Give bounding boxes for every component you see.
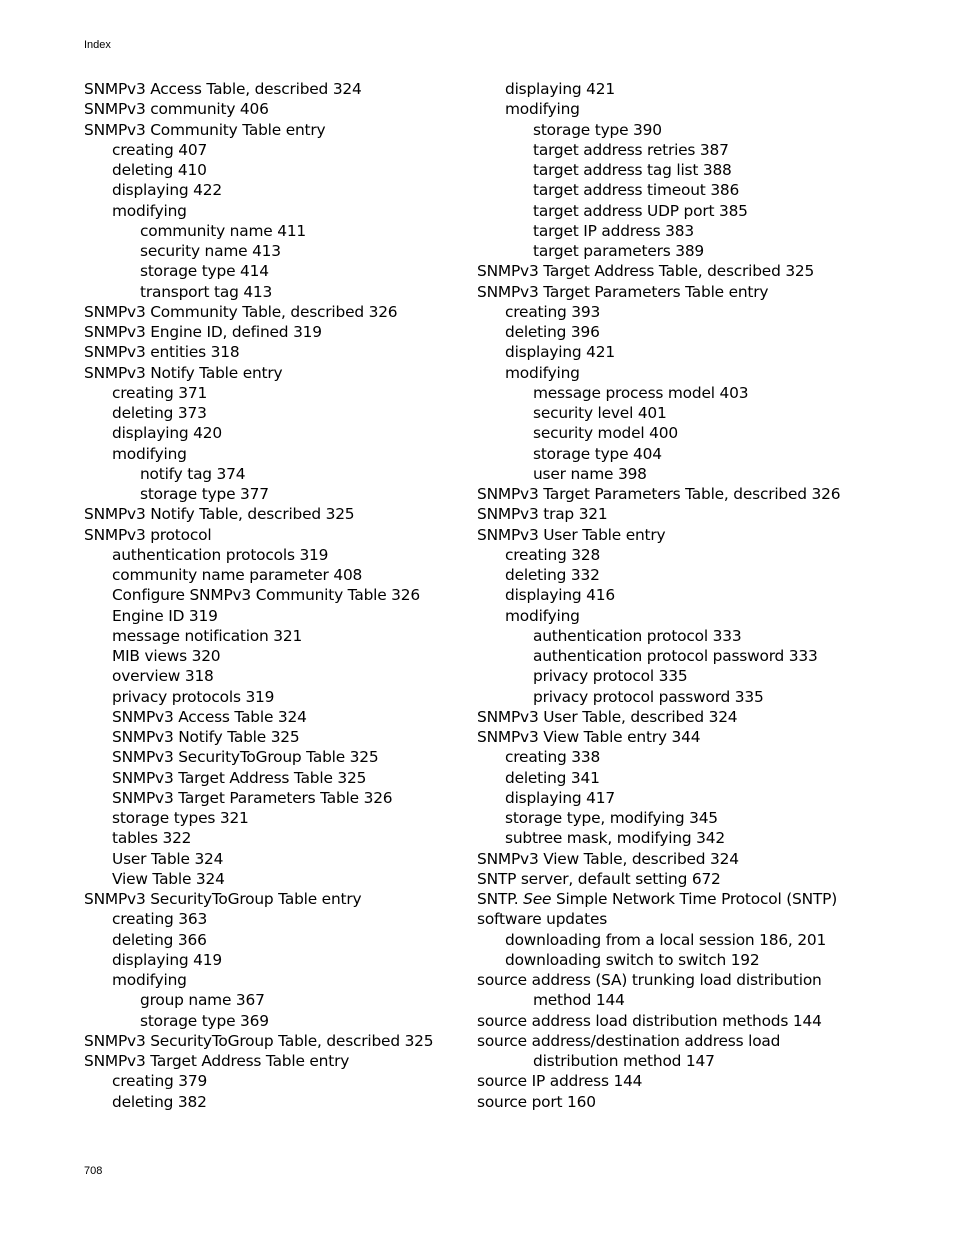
index-entry: source port 160: [477, 1092, 596, 1111]
index-entry: SNMPv3 Target Address Table 325: [112, 768, 367, 787]
index-entry: storage types 321: [112, 809, 249, 827]
index-entry: SNMPv3 Community Table entry: [84, 120, 326, 139]
index-entry: SNMPv3 Notify Table 325: [112, 728, 300, 746]
index-entry: user name 398: [533, 464, 647, 483]
index-entry: target address timeout 386: [533, 181, 740, 200]
index-entry: SNMPv3 trap 321: [477, 505, 608, 524]
index-entry: SNMPv3 User Table entry: [477, 525, 666, 544]
index-entry: software updates: [477, 910, 608, 929]
index-entry: modifying: [505, 363, 580, 382]
index-entry: SNMPv3 Target Parameters Table, described 326: [477, 485, 841, 503]
index-entry: group name 367: [140, 991, 265, 1010]
index-entry: creating 379: [112, 1072, 208, 1091]
index-entry: SNMPv3 User Table, described 324: [477, 707, 738, 726]
index-entry: creating 407: [112, 140, 208, 159]
index-entry: creating 393: [505, 302, 601, 321]
index-entry: deleting 410: [112, 161, 207, 179]
index-entry: subtree mask, modifying 342: [505, 829, 725, 848]
index-entry: SNMPv3 Target Parameters Table entry: [477, 282, 769, 301]
index-entry: source address/destination address load: [477, 1031, 781, 1050]
index-entry-target: Simple Network Time Protocol (SNTP): [551, 890, 837, 908]
index-entry: SNMPv3 Notify Table entry: [84, 363, 283, 382]
index-entry: displaying 422: [112, 181, 222, 200]
index-entry: SNTP server, default setting 672: [477, 869, 721, 888]
index-entry: source address (SA) trunking load distribution: [477, 971, 822, 989]
index-entry: authentication protocols 319: [112, 545, 329, 564]
index-entry: deleting 373: [112, 404, 207, 422]
index-entry: tables 322: [112, 829, 192, 848]
index-entry: modifying: [505, 606, 580, 625]
index-entry: privacy protocols 319: [112, 687, 275, 706]
index-entry: SNMPv3 Target Parameters Table 326: [112, 788, 393, 807]
index-entry: authentication protocol 333: [533, 626, 742, 645]
index-entry: modifying: [112, 444, 187, 463]
index-entry: SNMPv3 Community Table, described 326: [84, 302, 398, 321]
index-entry: downloading switch to switch 192: [505, 950, 760, 969]
index-entry: SNMPv3 community 406: [84, 100, 269, 119]
index-entry: displaying 421: [505, 343, 615, 362]
index-entry: source address load distribution methods 144: [477, 1011, 822, 1030]
index-entry: deleting 341: [505, 768, 600, 787]
index-entry: MIB views 320: [112, 647, 221, 665]
index-entry: User Table 324: [112, 849, 224, 868]
index-entry-text: SNTP.: [477, 890, 524, 908]
index-entry: transport tag 413: [140, 282, 273, 301]
index-entry: modifying: [505, 100, 580, 119]
index-entry: privacy protocol password 335: [533, 687, 764, 706]
index-entry: storage type 369: [140, 1011, 269, 1030]
index-entry: security model 400: [533, 424, 678, 443]
index-entry: deleting 332: [505, 566, 600, 584]
index-entry: storage type 404: [533, 444, 662, 463]
index-entry: SNMPv3 Target Address Table, described 325: [477, 262, 815, 281]
index-entry: target address UDP port 385: [533, 201, 748, 220]
index-entry: Configure SNMPv3 Community Table 326: [112, 586, 420, 605]
index-entry: SNMPv3 Access Table 324: [112, 707, 307, 726]
index-entry: SNMPv3 Access Table, described 324: [84, 80, 362, 98]
index-entry: source IP address 144: [477, 1072, 643, 1091]
index-entry: SNMPv3 View Table, described 324: [477, 849, 739, 868]
index-entry: storage type 377: [140, 485, 269, 503]
index-entry: deleting 396: [505, 323, 600, 341]
index-entry: SNMPv3 View Table entry 344: [477, 728, 701, 746]
index-entry: target address tag list 388: [533, 161, 732, 179]
index-entry: displaying 421: [505, 80, 615, 98]
index-entry: modifying: [112, 201, 187, 220]
index-entry: message process model 403: [533, 383, 749, 402]
index-entry: target address retries 387: [533, 140, 729, 159]
index-entry: SNMPv3 SecurityToGroup Table 325: [112, 748, 379, 767]
index-entry: SNMPv3 SecurityToGroup Table entry: [84, 890, 362, 908]
index-entry: SNMPv3 Engine ID, defined 319: [84, 323, 322, 341]
index-entry: displaying 420: [112, 424, 222, 443]
index-entry: SNMPv3 SecurityToGroup Table, described 325: [84, 1031, 434, 1050]
see-reference: See: [523, 890, 552, 908]
page-number: 708: [84, 1165, 103, 1177]
index-entry: [477, 889, 937, 909]
index-entry: storage type 390: [533, 120, 662, 139]
index-entry: community name parameter 408: [112, 566, 363, 584]
index-entry: method 144: [533, 991, 625, 1010]
index-entry: creating 328: [505, 545, 601, 564]
index-column-right: [477, 79, 937, 1112]
index-entry: privacy protocol 335: [533, 667, 688, 686]
index-entry: security level 401: [533, 404, 667, 422]
index-entry: downloading from a local session 186, 201: [505, 930, 827, 949]
index-entry: deleting 382: [112, 1092, 207, 1111]
index-entry: modifying: [112, 971, 187, 989]
index-entry: distribution method 147: [533, 1052, 715, 1070]
index-entry: notify tag 374: [140, 464, 246, 483]
index-entry: target IP address 383: [533, 221, 694, 240]
index-entry: security name 413: [140, 242, 281, 260]
index-entry: displaying 416: [505, 586, 615, 605]
index-entry: displaying 419: [112, 950, 222, 969]
index-entry: creating 363: [112, 910, 208, 929]
index-entry: SNMPv3 Target Address Table entry: [84, 1052, 350, 1070]
index-entry: SNMPv3 Notify Table, described 325: [84, 505, 355, 524]
running-header: Index: [84, 39, 111, 51]
index-entry: deleting 366: [112, 930, 207, 949]
index-entry: authentication protocol password 333: [533, 647, 818, 665]
index-entry: displaying 417: [505, 788, 615, 807]
index-entry: target parameters 389: [533, 242, 705, 260]
index-entry: Engine ID 319: [112, 606, 218, 625]
index-entry: storage type, modifying 345: [505, 809, 718, 827]
index-entry: community name 411: [140, 221, 306, 240]
index-entry: message notification 321: [112, 626, 303, 645]
index-entry: SNMPv3 entities 318: [84, 343, 240, 362]
index-entry: SNMPv3 protocol: [84, 525, 212, 544]
index-column-left: [84, 79, 474, 1112]
index-entry: creating 371: [112, 383, 208, 402]
index-entry: creating 338: [505, 748, 601, 767]
index-entry: View Table 324: [112, 869, 225, 888]
index-entry: storage type 414: [140, 262, 269, 281]
index-entry: overview 318: [112, 667, 214, 686]
